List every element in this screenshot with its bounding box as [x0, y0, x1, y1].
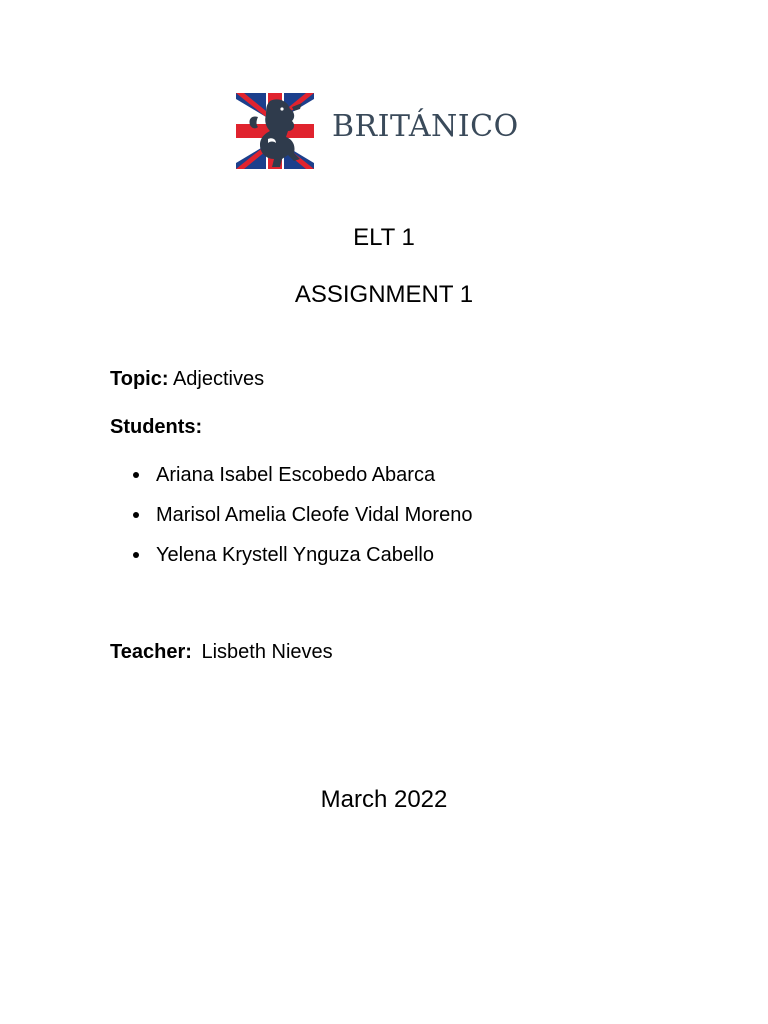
- bullet-icon: [133, 552, 139, 558]
- course-title: ELT 1: [353, 224, 415, 251]
- student-name: Ariana Isabel Escobedo Abarca: [156, 464, 436, 486]
- students-line: [110, 414, 202, 440]
- bullet-icon: [133, 512, 139, 518]
- teacher-line: [110, 639, 333, 665]
- student-name: Yelena Krystell Ynguza Cabello: [156, 544, 434, 566]
- topic-line: [110, 366, 264, 392]
- topic-value: Adjectives: [172, 368, 265, 390]
- student-list: [130, 462, 472, 582]
- britanico-logo: [236, 93, 526, 169]
- list-item: [130, 462, 472, 502]
- logo-wordmark: BRITÁNICO: [332, 109, 519, 144]
- teacher-value: Lisbeth Nieves: [201, 641, 333, 663]
- document-date: March 2022: [320, 786, 448, 813]
- topic-label: Topic:: [110, 368, 169, 390]
- bullet-icon: [133, 472, 139, 478]
- teacher-label: Teacher:: [110, 641, 192, 663]
- students-label: Students:: [110, 416, 203, 438]
- list-item: [130, 542, 472, 582]
- assignment-title: ASSIGNMENT 1: [294, 281, 474, 308]
- list-item: [130, 502, 472, 542]
- student-name: Marisol Amelia Cleofe Vidal Moreno: [156, 504, 473, 526]
- union-jack-lion-icon: [236, 93, 314, 169]
